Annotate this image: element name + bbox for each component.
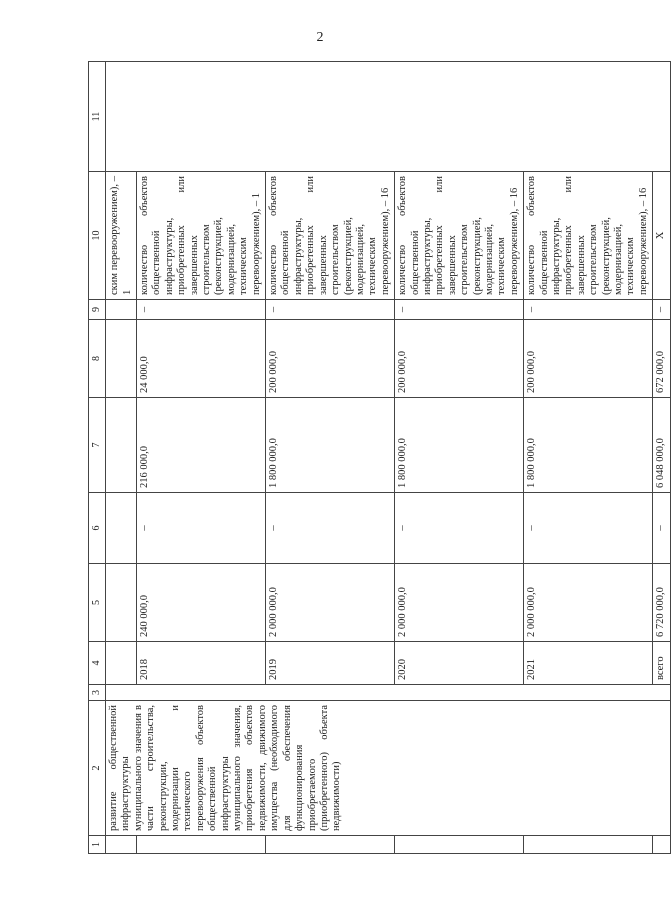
year-cell: 2019 bbox=[266, 642, 395, 685]
amount-cell-8: 200 000,0 bbox=[266, 320, 395, 398]
amount-total-cell: 2 000 000,0 bbox=[266, 564, 395, 642]
total-amount-cell: 6 720 000,0 bbox=[653, 564, 670, 642]
table-cell bbox=[106, 62, 671, 172]
amount-cell-9: – bbox=[137, 300, 266, 320]
indicator-cell: количество объектов общественной инфраструктуры, приобретенных или завершенных строительством (реконструкцией, модернизацией, техническим перевооружением), – 16 bbox=[395, 172, 524, 300]
total-cell-8: 672 000,0 bbox=[653, 320, 670, 398]
table-cell bbox=[653, 836, 670, 854]
year-cell: 2018 bbox=[137, 642, 266, 685]
amount-cell-6: – bbox=[524, 493, 653, 564]
amount-cell-7: 1 800 000,0 bbox=[266, 398, 395, 493]
amount-cell-7: 216 000,0 bbox=[137, 398, 266, 493]
amount-cell-7: 1 800 000,0 bbox=[395, 398, 524, 493]
page-number: 2 bbox=[316, 30, 324, 45]
amount-cell-6: – bbox=[266, 493, 395, 564]
continuation-row bbox=[106, 62, 137, 854]
amount-cell-8: 24 000,0 bbox=[137, 320, 266, 398]
amount-total-cell: 2 000 000,0 bbox=[395, 564, 524, 642]
indicator-cell: количество объектов общественной инфраструктуры, приобретенных или завершенных строительством (реконструкцией, модернизацией, техническим перевооружением), – 1 bbox=[137, 172, 266, 300]
total-indicator-cell: Х bbox=[653, 172, 670, 300]
table-cell bbox=[106, 642, 137, 685]
indicator-cell: количество объектов общественной инфраструктуры, приобретенных или завершенных строительством (реконструкцией, модернизацией, техническим перевооружением), – 16 bbox=[524, 172, 653, 300]
header-cell-8: 8 bbox=[89, 320, 106, 398]
amount-total-cell: 2 000 000,0 bbox=[524, 564, 653, 642]
header-cell-11: 11 bbox=[89, 62, 106, 172]
table-cell bbox=[524, 836, 653, 854]
table-cell bbox=[106, 564, 137, 642]
amount-cell-6: – bbox=[137, 493, 266, 564]
table-cell bbox=[395, 836, 524, 854]
header-cell-6: 6 bbox=[89, 493, 106, 564]
rotated-table-wrapper bbox=[88, 62, 667, 854]
table-cell bbox=[266, 836, 395, 854]
table-cell bbox=[106, 685, 671, 701]
amount-cell-7: 1 800 000,0 bbox=[524, 398, 653, 493]
amount-cell-8: 200 000,0 bbox=[524, 320, 653, 398]
indicator-cell: количество объектов общественной инфраструктуры, приобретенных или завершенных строительством (реконструкцией, модернизацией, техническим перевооружением), – 16 bbox=[266, 172, 395, 300]
header-cell-1: 1 bbox=[89, 836, 106, 854]
header-cell-9: 9 bbox=[89, 300, 106, 320]
table-cell bbox=[106, 493, 137, 564]
section-name-cell: развитие общественной инфраструктуры муниципального значения в части строительства, реконструкции, модернизации и технического перевооружения объектов общественной инфраструктуры муниципального значения, приобретения объектов недвижимости, движимого имущества (необходимого для обеспечения функционирования приобретаемого (приобретенного) объекта недвижимости) bbox=[106, 701, 671, 836]
amount-cell-6: – bbox=[395, 493, 524, 564]
header-cell-4: 4 bbox=[89, 642, 106, 685]
indicator-continuation: ским перевооружением), – 1 bbox=[106, 172, 137, 300]
header-cell-10: 10 bbox=[89, 172, 106, 300]
table-cell bbox=[137, 836, 266, 854]
amount-total-cell: 240 000,0 bbox=[137, 564, 266, 642]
total-cell-9: – bbox=[653, 300, 670, 320]
year-cell: 2021 bbox=[524, 642, 653, 685]
table-stage bbox=[88, 62, 667, 854]
header-cell-7: 7 bbox=[89, 398, 106, 493]
total-cell-6: – bbox=[653, 493, 670, 564]
amount-cell-9: – bbox=[395, 300, 524, 320]
header-cell-2: 2 bbox=[89, 701, 106, 836]
header-row bbox=[89, 62, 106, 854]
total-label-cell: всего bbox=[653, 642, 670, 685]
header-cell-3: 3 bbox=[89, 685, 106, 701]
table-cell bbox=[106, 320, 137, 398]
total-cell-7: 6 048 000,0 bbox=[653, 398, 670, 493]
amount-cell-9: – bbox=[266, 300, 395, 320]
amount-cell-8: 200 000,0 bbox=[395, 320, 524, 398]
table-cell bbox=[106, 300, 137, 320]
table-cell bbox=[106, 836, 137, 854]
table-cell bbox=[106, 398, 137, 493]
header-cell-5: 5 bbox=[89, 564, 106, 642]
program-table bbox=[88, 61, 671, 854]
year-cell: 2020 bbox=[395, 642, 524, 685]
amount-cell-9: – bbox=[524, 300, 653, 320]
